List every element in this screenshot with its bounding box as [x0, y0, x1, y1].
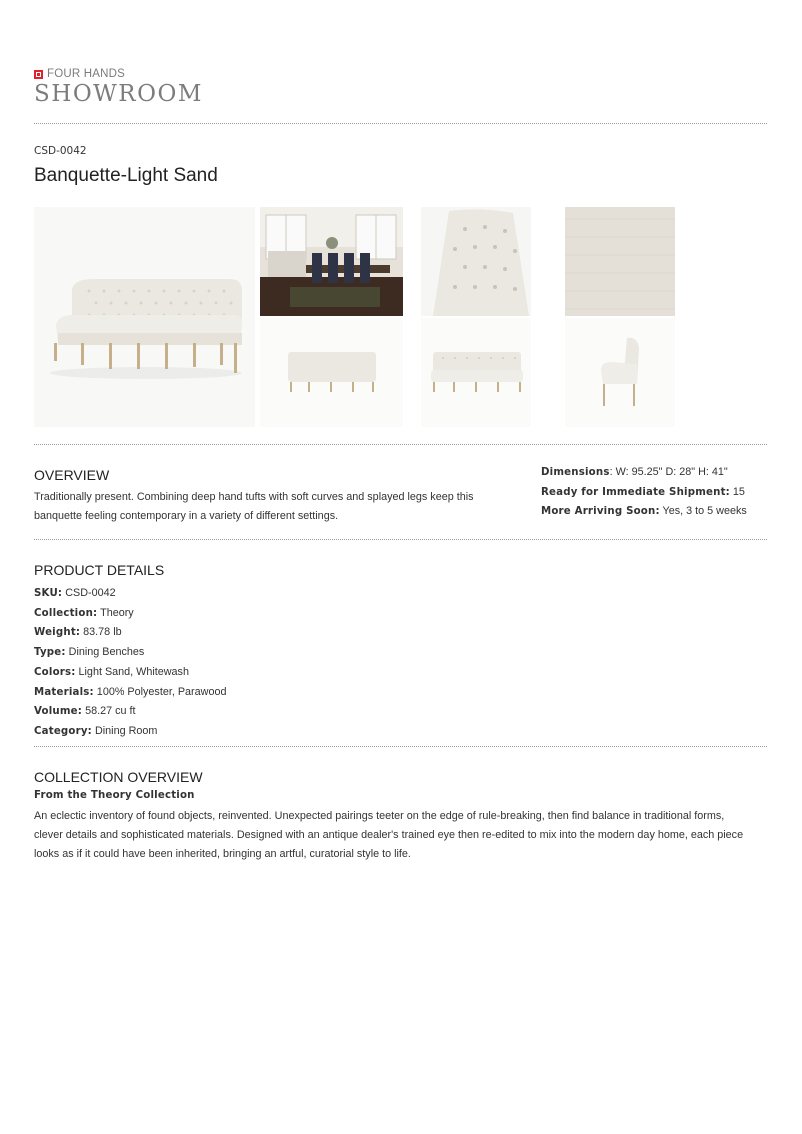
detail-value: Light Sand, Whitewash [75, 665, 189, 678]
specs-block [541, 463, 747, 522]
detail-value: CSD-0042 [62, 587, 116, 599]
detail-value: Dining Room [91, 724, 158, 737]
ready-shipment-label: Ready for Immediate Shipment: [541, 486, 730, 498]
detail-value: 83.78 lb [80, 626, 122, 639]
collection-line: clever details and sophisticated materials. Designed with an antique dealer's trained eye then re-edited to mix into the modern day home, each piece [34, 829, 744, 841]
divider [34, 123, 767, 124]
product-details-list [34, 584, 226, 742]
collection-subheading: From the Theory Collection [34, 790, 195, 801]
product-details-heading: PRODUCT DETAILS [34, 562, 165, 578]
detail-label: Colors: [34, 666, 76, 678]
collection-line: An eclectic inventory of found objects, reinvented. Unexpected pairings teeter on the edge of rule-breaking, then find balance in traditional forms, [34, 810, 725, 822]
detail-row [34, 722, 226, 742]
collection-text [34, 807, 764, 864]
tufted-back-closeup-photo [421, 207, 531, 316]
overview-line: banquette feeling contemporary in a variety of different settings. [34, 510, 339, 522]
detail-value: 100% Polyester, Parawood [93, 685, 227, 698]
collection-overview-heading: COLLECTION OVERVIEW [34, 769, 203, 785]
detail-label: Type: [34, 647, 66, 659]
dimensions-value: : W: 95.25" D: 28" H: 41" [609, 466, 728, 478]
dimensions-label: Dimensions [541, 467, 610, 478]
arriving-soon-value: Yes, 3 to 5 weeks [659, 505, 747, 518]
detail-value: 58.27 cu ft [82, 705, 136, 718]
arriving-soon-row [541, 502, 747, 522]
detail-row [34, 584, 226, 604]
detail-label: Materials: [34, 686, 94, 698]
overview-line: Traditionally present. Combining deep hand tufts with soft curves and splayed legs keep this [34, 491, 474, 503]
brand-top-label: FOUR HANDS [47, 68, 126, 80]
detail-label: SKU: [34, 588, 63, 599]
page-title: Banquette-Light Sand [34, 165, 218, 186]
collection-line: looks as if it could have been inherited, bringing an artful, curatorial style to life. [34, 848, 411, 860]
detail-row [34, 702, 226, 722]
arriving-soon-label: More Arriving Soon: [541, 506, 660, 518]
detail-label: Volume: [34, 706, 83, 718]
dining-room-scene-photo [260, 207, 403, 316]
divider [34, 539, 767, 540]
detail-value: Theory [97, 606, 134, 619]
divider [34, 444, 767, 445]
detail-row [34, 623, 226, 643]
detail-label: Weight: [34, 627, 81, 639]
detail-label: Collection: [34, 607, 98, 619]
fabric-swatch-photo [565, 207, 675, 316]
overview-text [34, 488, 474, 526]
front-view-photo [421, 318, 531, 427]
detail-row [34, 663, 226, 683]
back-view-photo [260, 318, 403, 427]
brand-square-icon [34, 70, 43, 79]
detail-row [34, 683, 226, 703]
detail-value: Dining Benches [65, 646, 145, 659]
ready-shipment-row [541, 483, 747, 503]
detail-label: Category: [34, 725, 92, 737]
product-sku: CSD-0042 [34, 145, 87, 157]
dimensions-row [541, 463, 747, 483]
divider [34, 746, 767, 747]
main-product-photo [34, 207, 255, 427]
overview-heading: OVERVIEW [34, 467, 110, 483]
detail-row [34, 643, 226, 663]
side-view-photo [565, 318, 675, 427]
brand-main-label: SHOWROOM [34, 81, 203, 107]
detail-row [34, 604, 226, 624]
brand-top-line [34, 68, 203, 80]
brand-logo [34, 68, 203, 107]
ready-shipment-value: 15 [729, 485, 745, 498]
